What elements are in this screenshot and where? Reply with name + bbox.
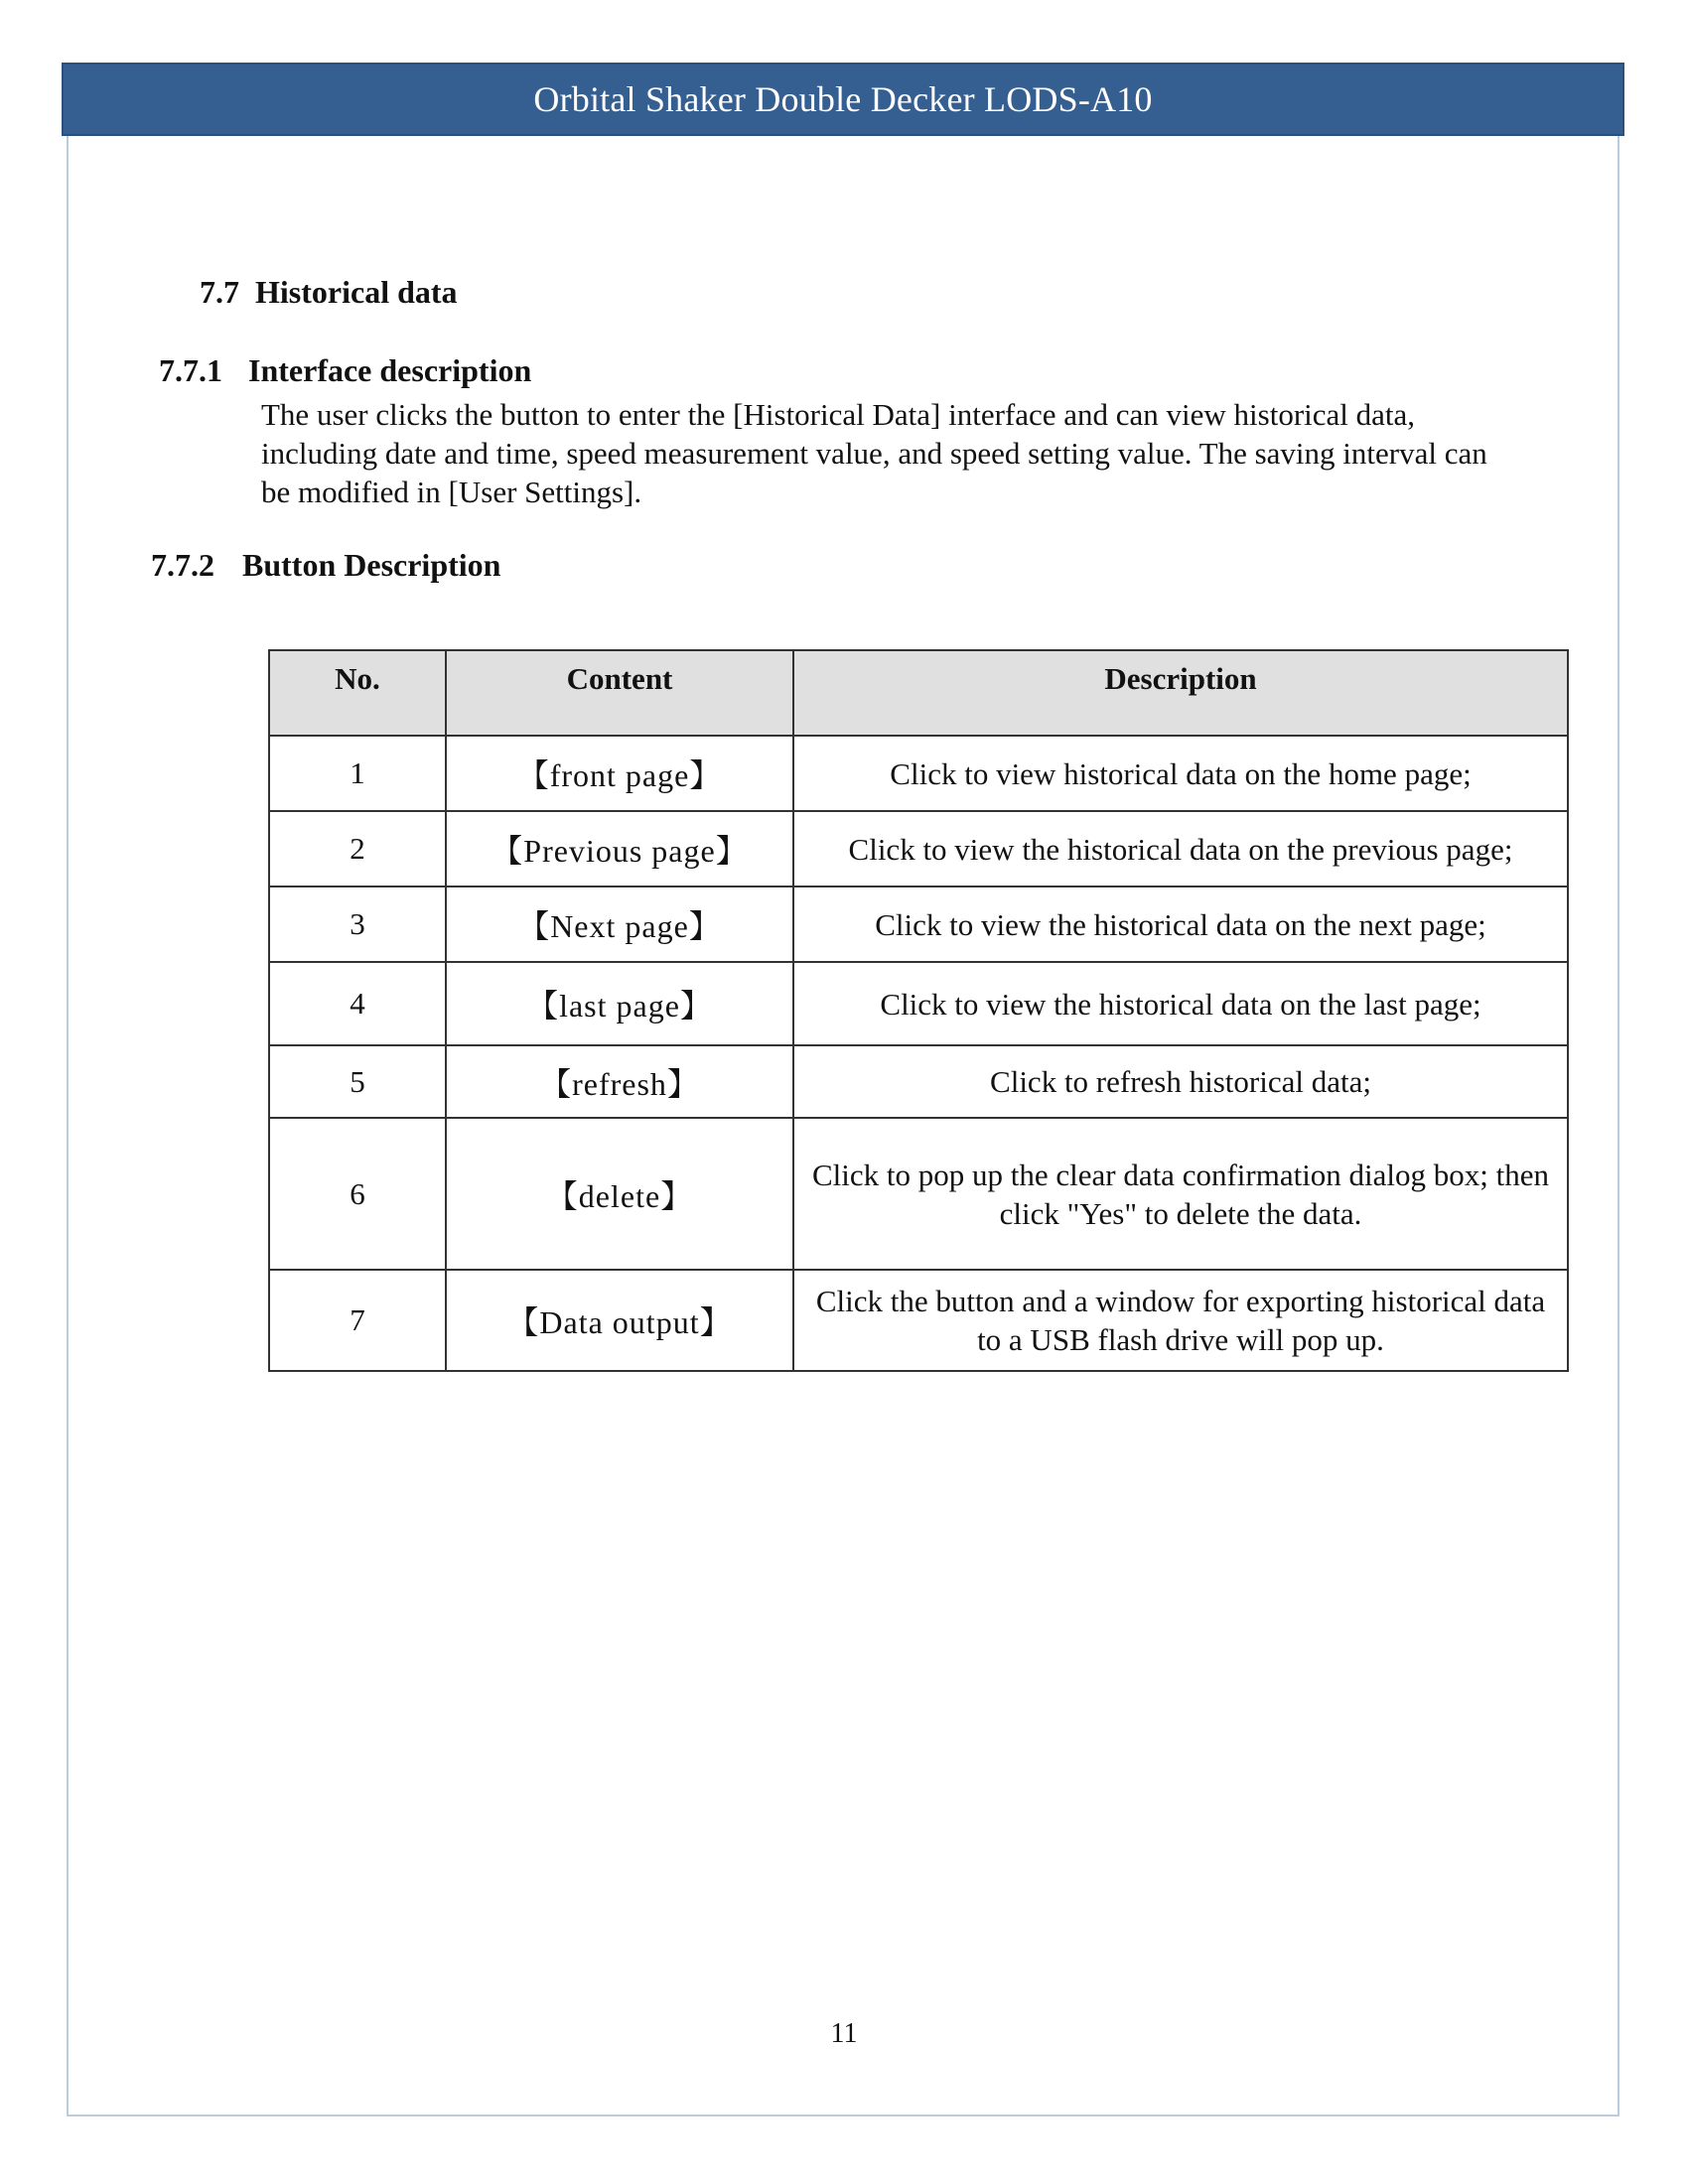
cell-content: 【refresh】 — [446, 1045, 793, 1118]
cell-content: 【delete】 — [446, 1118, 793, 1270]
cell-description: Click to pop up the clear data confirmation dialog box; then click "Yes" to delete the data. — [793, 1118, 1568, 1270]
button-description-table — [268, 649, 1569, 1372]
cell-description: Click to view the historical data on the last page; — [793, 962, 1568, 1045]
table-row — [269, 887, 1568, 962]
table-row — [269, 962, 1568, 1045]
subsection-title: Button Description — [242, 547, 501, 583]
cell-content: 【Previous page】 — [446, 811, 793, 887]
cell-description: Click the button and a window for exporting historical data to a USB flash drive will pop up. — [793, 1270, 1568, 1371]
section-title: Historical data — [255, 274, 458, 310]
cell-no: 3 — [269, 887, 446, 962]
table-header-row — [269, 650, 1568, 736]
cell-no: 7 — [269, 1270, 446, 1371]
subsection-number: 7.7.1 — [159, 352, 222, 388]
interface-description-paragraph: The user clicks the button to enter the [Historical Data] interface and can view historical data, including date and time, speed measurement value, and speed setting value. The saving interval can be modified in [User Settings]. — [261, 397, 1487, 509]
header-description: Description — [793, 650, 1568, 736]
subsection-heading-interface — [159, 352, 531, 389]
header-content: Content — [446, 650, 793, 736]
cell-content: 【front page】 — [446, 736, 793, 811]
cell-no: 6 — [269, 1118, 446, 1270]
cell-content: 【last page】 — [446, 962, 793, 1045]
cell-no: 5 — [269, 1045, 446, 1118]
table-row — [269, 1045, 1568, 1118]
table-row — [269, 736, 1568, 811]
table-row — [269, 1270, 1568, 1371]
subsection-heading-buttons — [151, 547, 500, 584]
subsection-title: Interface description — [248, 352, 532, 388]
document-header — [62, 63, 1624, 136]
table-row — [269, 811, 1568, 887]
section-number: 7.7 — [200, 274, 239, 310]
section-heading — [200, 274, 458, 311]
cell-description: Click to refresh historical data; — [793, 1045, 1568, 1118]
cell-content: 【Next page】 — [446, 887, 793, 962]
cell-content: 【Data output】 — [446, 1270, 793, 1371]
header-no: No. — [269, 650, 446, 736]
cell-no: 2 — [269, 811, 446, 887]
subsection-number: 7.7.2 — [151, 547, 214, 583]
cell-description: Click to view the historical data on the next page; — [793, 887, 1568, 962]
cell-description: Click to view the historical data on the previous page; — [793, 811, 1568, 887]
cell-description: Click to view historical data on the home page; — [793, 736, 1568, 811]
document-title: Orbital Shaker Double Decker LODS-A10 — [533, 79, 1153, 119]
cell-no: 4 — [269, 962, 446, 1045]
cell-no: 1 — [269, 736, 446, 811]
table-row — [269, 1118, 1568, 1270]
page-number: 11 — [830, 2018, 858, 2049]
